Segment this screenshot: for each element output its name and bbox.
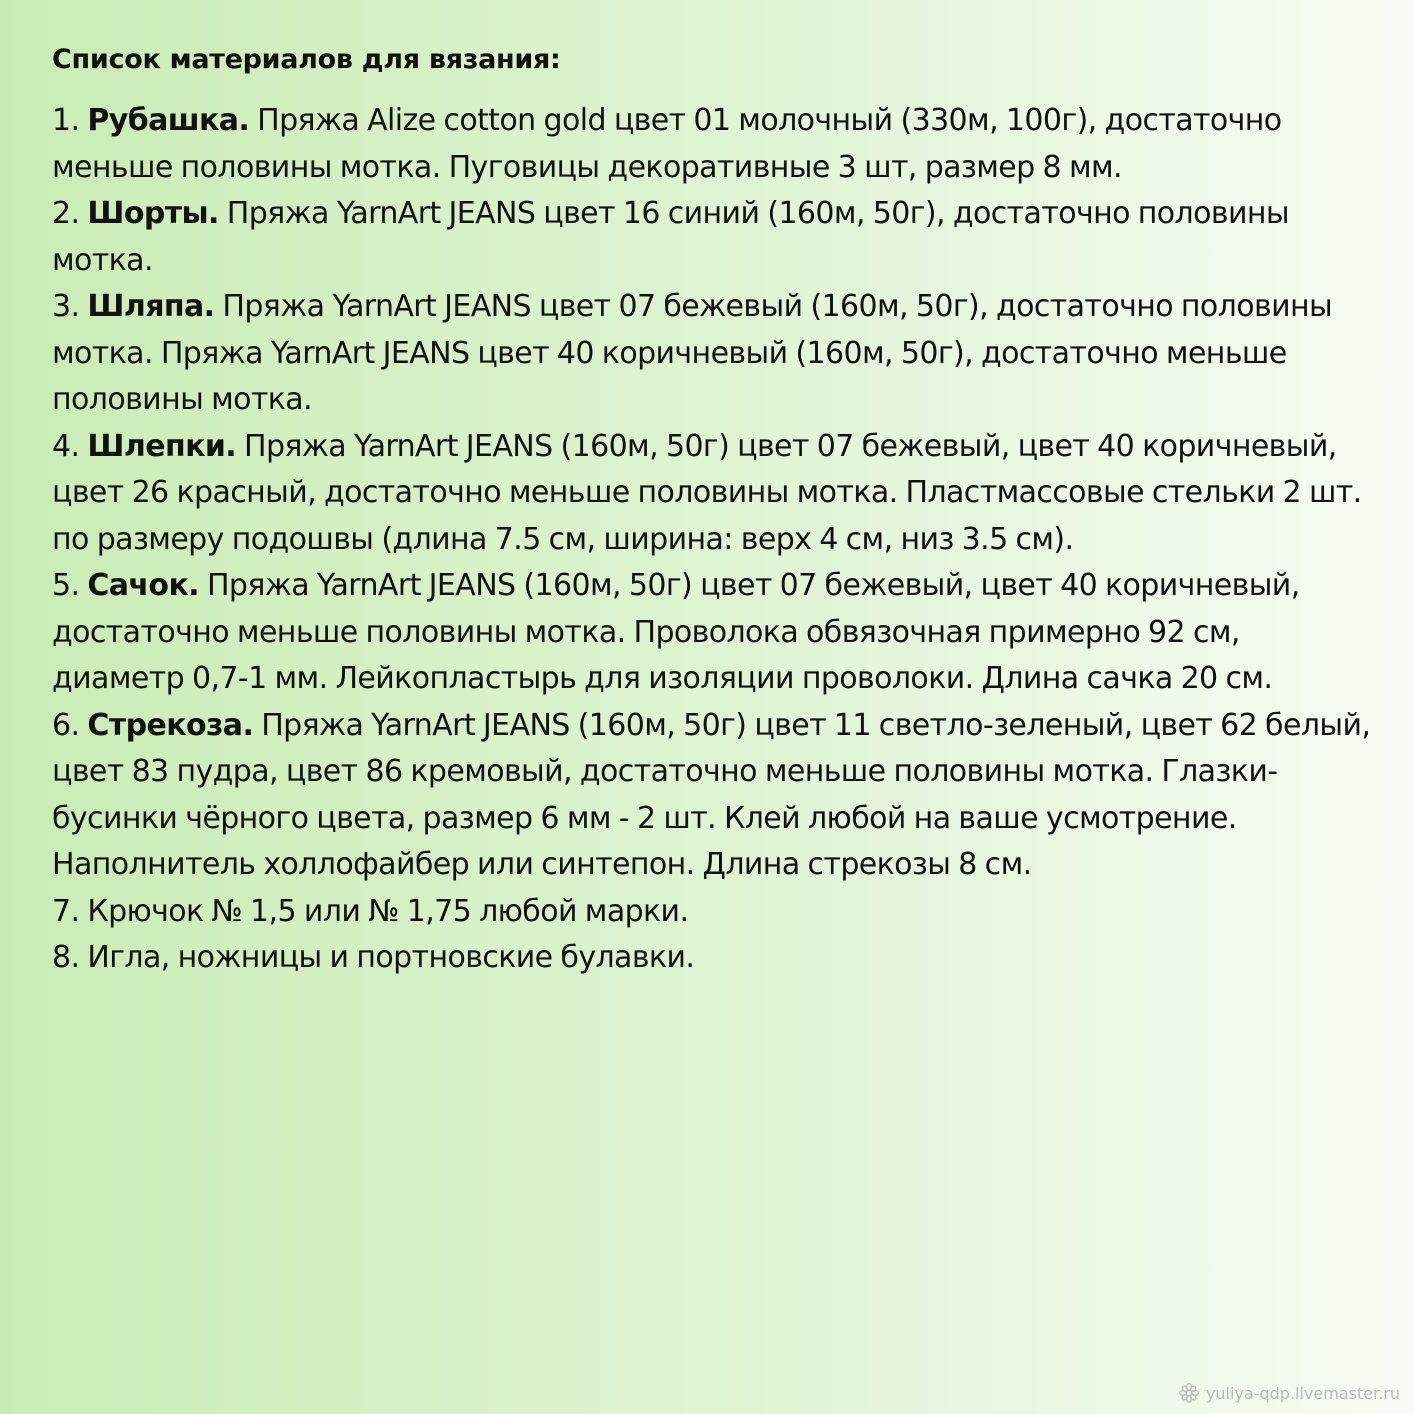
- list-item-4: [52, 424, 1372, 564]
- item-number: 1.: [52, 103, 80, 138]
- item-text: Пряжа YarnArt JEANS (160м, 50г) цвет 07 бежевый, цвет 40 коричневый, цвет 26 красный, достаточно меньше половины мотка. Пластмассовые стельки 2 шт. по размеру подошвы (длина 7.5 см, ширина: верх 4 см, низ 3.5 см).: [52, 428, 1362, 557]
- item-text: Пряжа YarnArt JEANS (160м, 50г) цвет 11 светло-зеленый, цвет 62 белый, цвет 83 пудра, цвет 86 кремовый, достаточно меньше половины мотка. Глазки-бусинки чёрного цвета, размер 6 мм - 2 шт. Клей любой на ваше усмотрение. Наполнитель холлофайбер или синтепон. Длина стрекозы 8 см.: [52, 707, 1371, 882]
- list-item-5: [52, 563, 1372, 703]
- watermark: [1178, 1382, 1400, 1404]
- item-name: Стрекоза.: [87, 707, 254, 743]
- item-name: Шорты.: [87, 196, 219, 231]
- item-name: Сачок.: [87, 568, 199, 603]
- item-number: 3.: [52, 289, 80, 324]
- list-item-8: [52, 935, 1372, 982]
- item-text: Пряжа YarnArt JEANS (160м, 50г) цвет 07 бежевый, цвет 40 коричневый, достаточно меньше половины мотка. Проволока обвязочная примерно 92 см, диаметр 0,7-1 мм. Лейкопластырь для изоляции проволоки. Длина сачка 20 см.: [52, 568, 1300, 696]
- item-name: Рубашка.: [87, 103, 250, 138]
- list-item-2: [52, 191, 1372, 284]
- item-text: Пряжа Alize cotton gold цвет 01 молочный (330м, 100г), достаточно меньше половины мотка. Пуговицы декоративные 3 шт, размер 8 мм.: [52, 103, 1282, 185]
- item-number: 5.: [52, 568, 80, 603]
- item-name: Шлепки.: [87, 428, 237, 464]
- item-text: Игла, ножницы и портновские булавки.: [87, 940, 695, 975]
- flower-logo-icon: [1178, 1382, 1200, 1404]
- item-text: Пряжа YarnArt JEANS цвет 16 синий (160м, 50г), достаточно половины мотка.: [52, 196, 1289, 278]
- materials-list: [52, 98, 1372, 982]
- watermark-text: yuliya-qdp.livemaster.ru: [1205, 1383, 1400, 1403]
- item-number: 6.: [52, 707, 80, 743]
- item-number: 7.: [52, 893, 80, 929]
- list-item-1: [52, 98, 1372, 191]
- list-item-6: [52, 703, 1372, 889]
- list-item-3: [52, 284, 1372, 424]
- item-number: 8.: [52, 940, 80, 975]
- item-name: Шляпа.: [87, 289, 215, 324]
- item-number: 4.: [52, 428, 80, 464]
- page-title: Список материалов для вязания:: [52, 44, 561, 75]
- item-text: Пряжа YarnArt JEANS цвет 07 бежевый (160м, 50г), достаточно половины мотка. Пряжа YarnArt JEANS цвет 40 коричневый (160м, 50г), достаточно меньше половины мотка.: [52, 289, 1333, 417]
- list-item-7: [52, 889, 1372, 936]
- item-text: Крючок № 1,5 или № 1,75 любой марки.: [87, 893, 689, 929]
- item-number: 2.: [52, 196, 80, 231]
- materials-document: [52, 40, 1372, 982]
